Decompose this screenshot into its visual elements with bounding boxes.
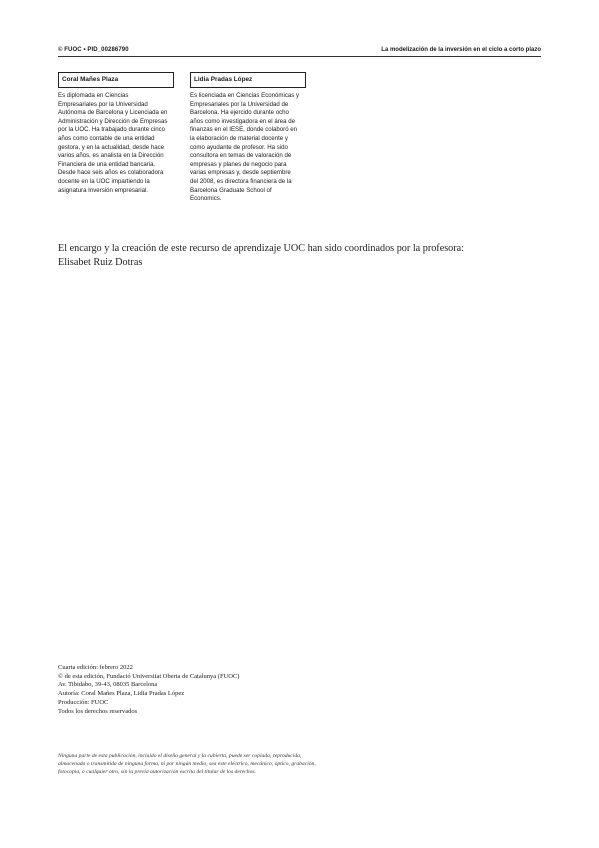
copyright-notice: Ninguna parte de esta publicación, incluido el diseño general y la cubierta, puede ser copiada, reproducida, almacenada o transmitida de ninguna forma, ni por ningún medio, sea este eléctrico, mecánico, óptico, grabación, fotocopia, o cualquier otro, sin la previa autorización escrita del titular de los derechos. [58,753,316,776]
edition-line: Av. Tibidabo, 39-43, 08035 Barcelona [58,681,158,689]
author-name: Coral Mañes Plaza [58,72,174,88]
edition-line: Todos los derechos reservados [58,707,138,715]
edition-line: Producción: FUOC [58,698,109,706]
author-bio: Es licenciada en Ciencias Económicas y Empresariales por la Universidad de Barcelona. Ha ejercido durante ocho años como investigadora en el área de finanzas en el IESE, donde colaboró en la elaboración de material docente y como ayudante de profesor. Ha sido consultora en temas de valoración de empresas y planes de negocio para varias empresas y, desde septiembre del 2008, es directora financiera de la Barcelona Graduate School of Economics. [190,92,300,203]
author-block-1 [58,72,174,195]
author-block-2 [190,72,306,204]
author-name: Lidia Pradas López [190,72,306,88]
edition-info [58,664,358,716]
header-rule [58,56,541,57]
header-right-text: La modelización de la inversión en el ciclo a corto plazo [381,47,541,53]
header-left-text: © FUOC • PID_00286790 [58,47,129,53]
edition-line: Cuarta edición: febrero 2022 [58,664,133,671]
coordination-statement: El encargo y la creación de este recurso de aprendizaje UOC han sido coordinados por la profesora: Elisabet Ruiz Dotras [58,243,465,268]
edition-line: © de esta edición, Fundació Universitat Oberta de Catalunya (FUOC) [58,672,240,680]
author-bio: Es diplomada en Ciencias Empresariales por la Universidad Autónoma de Barcelona y Licenciada en Administración y Dirección de Empresas por la UOC. Ha trabajado durante cinco años como contable de una entidad gestora, y en la actualidad, desde hace varios años, es analista en la Dirección Financiera de una entidad bancaria. Desde hace seis años es colaboradora docente en la UOC impartiendo la asignatura Inversión empresarial. [58,92,168,194]
edition-line: Autoría: Coral Mañes Plaza, Lidia Pradas López [58,690,185,698]
